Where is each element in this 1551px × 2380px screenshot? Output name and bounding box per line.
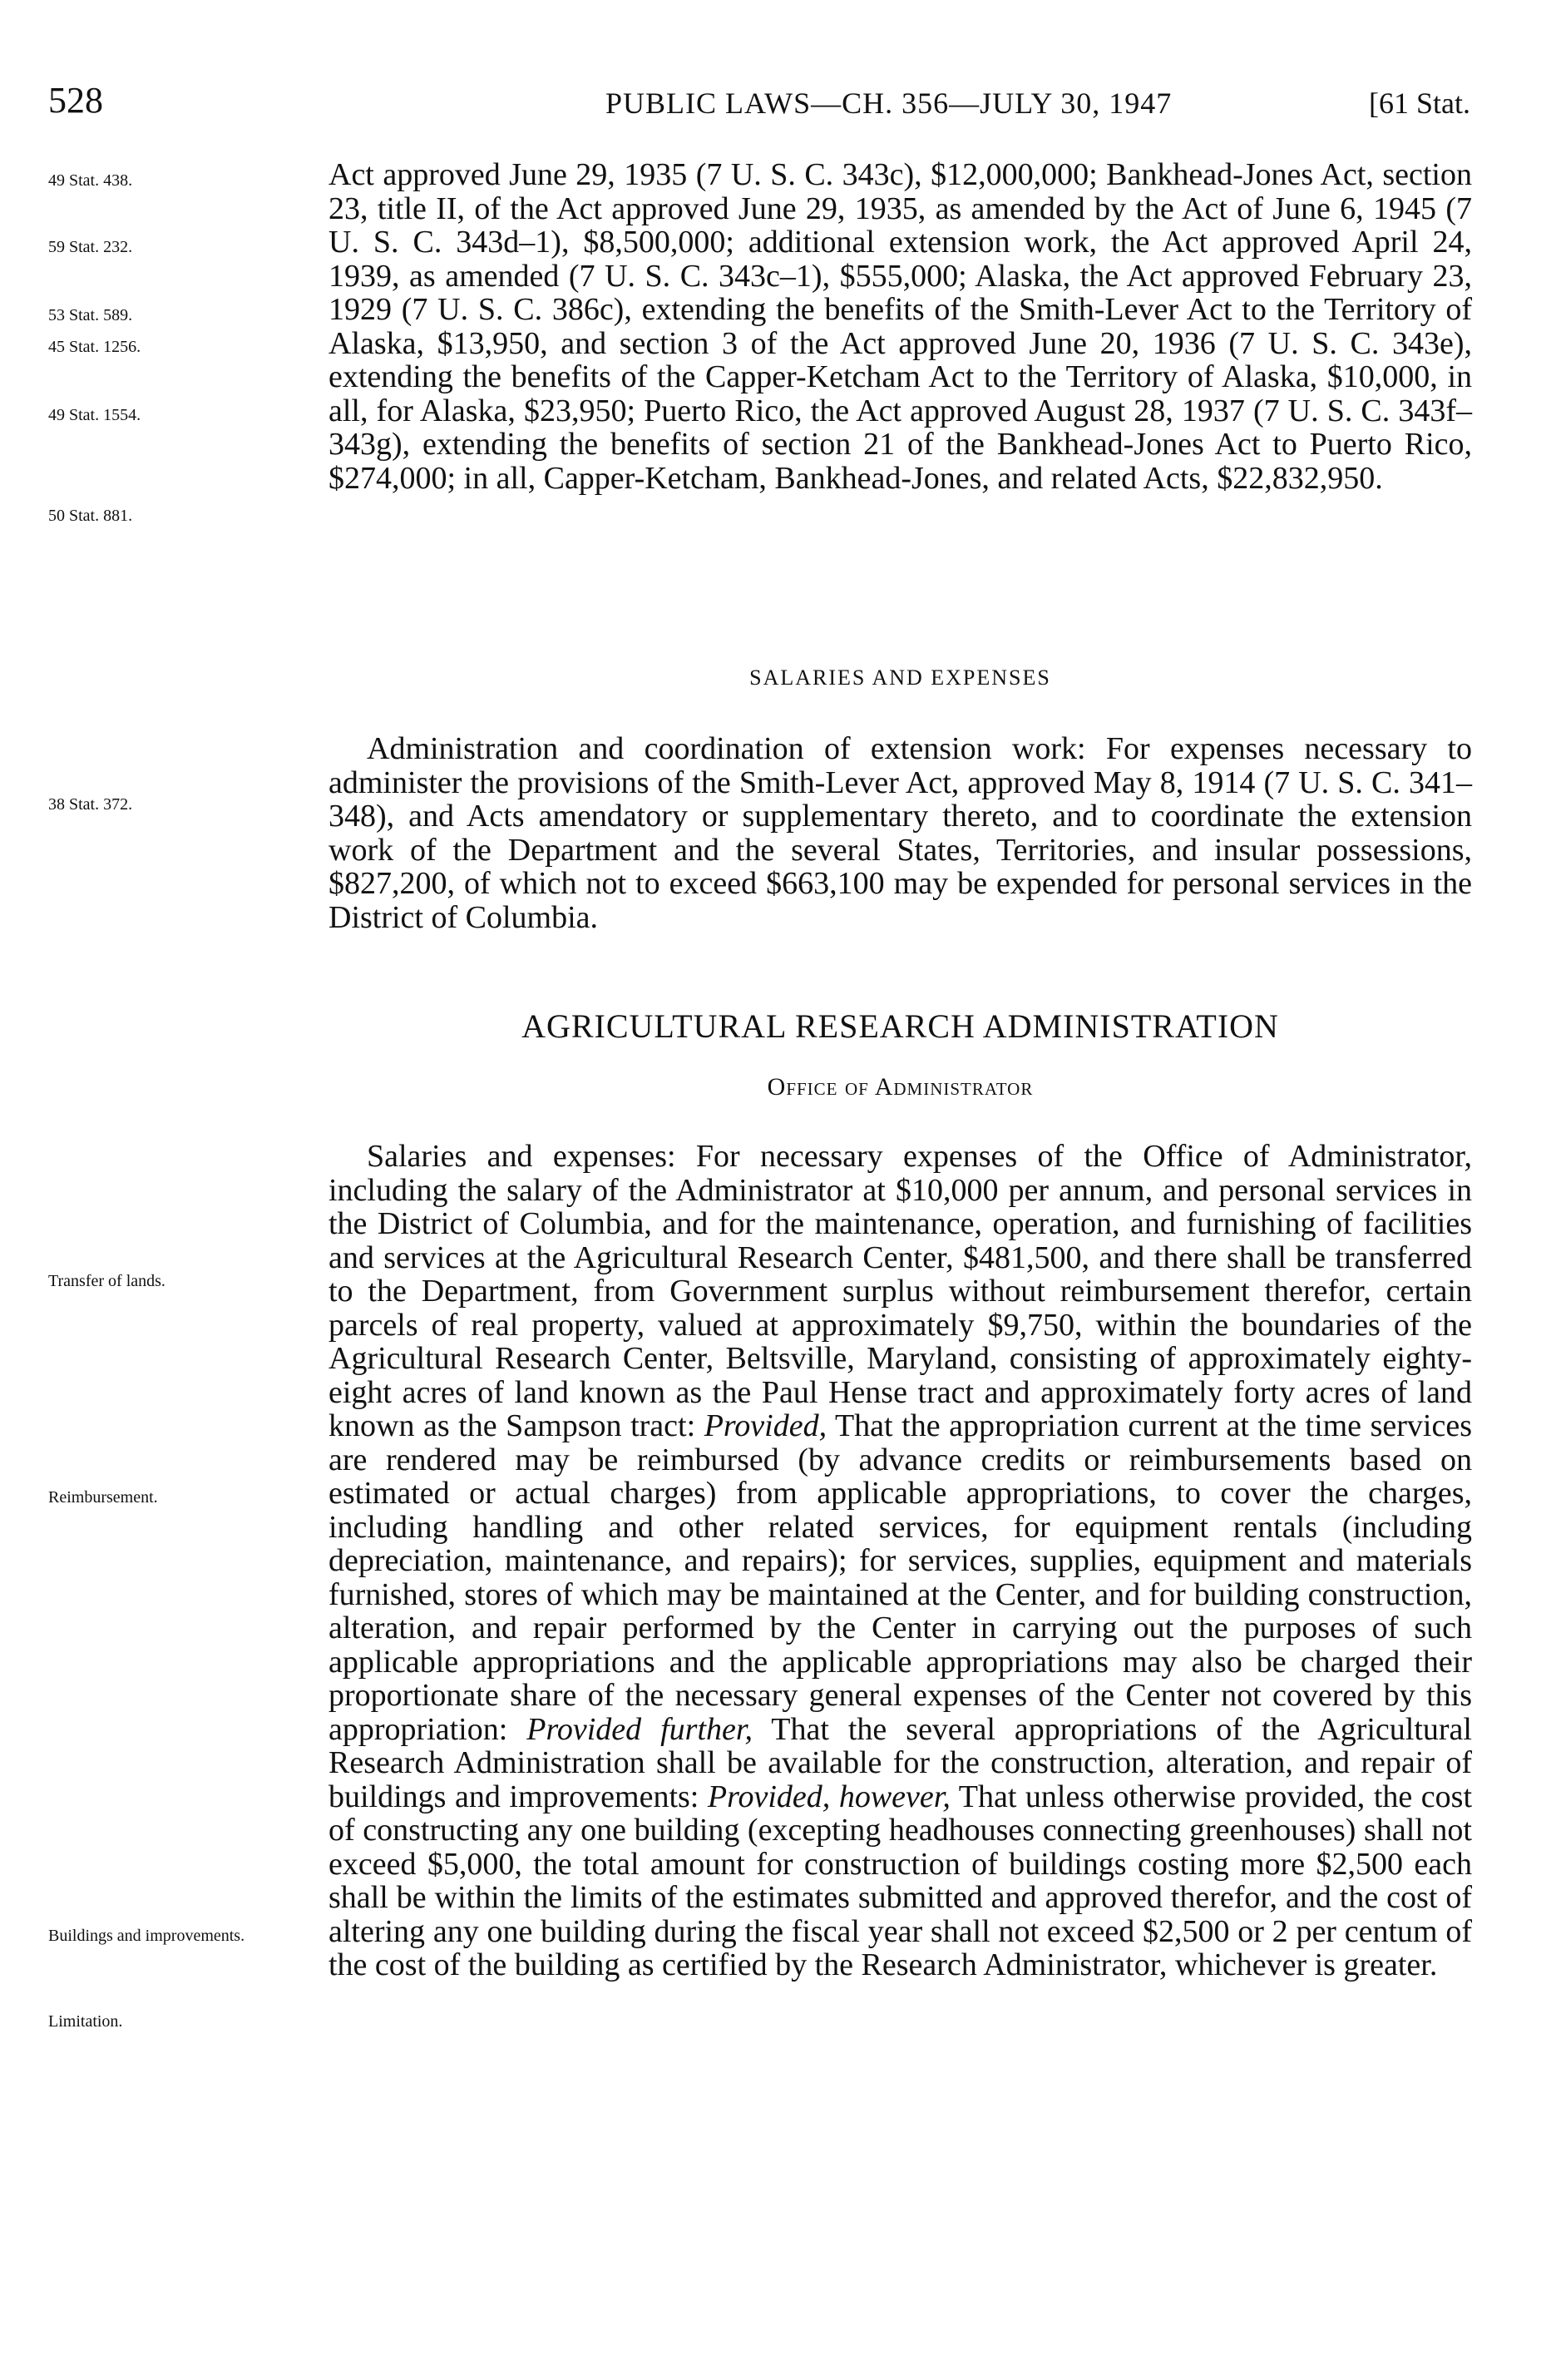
paragraph-salaries-expenses	[328, 1140, 1472, 1982]
margin-note: 49 Stat. 438.	[48, 171, 133, 190]
running-head: PUBLIC LAWS—CH. 356—JULY 30, 1947	[605, 87, 1173, 120]
provided-clause: Provided,	[704, 1408, 827, 1443]
page-header	[48, 79, 1470, 129]
margin-note: Transfer of lands.	[48, 1272, 165, 1290]
margin-note: 53 Stat. 589.	[48, 306, 133, 324]
margin-note: 45 Stat. 1256.	[48, 338, 141, 356]
statute-reference: [61 Stat.	[1369, 87, 1470, 120]
section-heading-salaries: SALARIES AND EXPENSES	[749, 666, 1051, 690]
paragraph-extension-administration: Administration and coordination of extension work: For expenses necessary to administer the provisions of the Smith-Lever Act, approved May 8, 1914 (7 U. S. C. 341–348), and Acts amendatory or supplementary thereto, and to coordinate the extension work of the Department and the several States, Territories, and insular possessions, $827,200, of which not to exceed $663,100 may be expended for personal services in the District of Columbia.	[328, 731, 1472, 935]
text-segment: That the appropriation current at the time services are rendered may be reimbursed (by advance credits or reimbursements based on estimated or actual charges) from applicable appropriations, to cover the charges, including handling and other related services, for equipment rentals (including depreciation, maintenance, and repairs); for services, supplies, equipment and materials furnished, stores of which may be maintained at the Center, and for building construction, alteration, and repair performed by the Center in carrying out the purposes of such applicable appropriations and the applicable appropriations may also be charged their proportionate share of the necessary general expenses of the Center not covered by this appropriation:	[328, 1408, 1472, 1747]
text-segment: That the several appropriations of the Agricultural Research Administration shall be available for the construction, alteration, and repair of buildings and improvements:	[328, 1711, 1472, 1814]
paragraph-appropriations: Act approved June 29, 1935 (7 U. S. C. 343c), $12,000,000; Bankhead-Jones Act, section 23, title II, of the Act approved June 29, 1935, as amended by the Act of June 6, 1945 (7 U. S. C. 343d–1), $8,500,000; additional extension work, the Act approved April 24, 1939, as amended (7 U. S. C. 343c–1), $555,000; Alaska, the Act approved February 23, 1929 (7 U. S. C. 386c), extending the benefits of the Smith-Lever Act to the Territory of Alaska, $13,950, and section 3 of the Act approved June 20, 1936 (7 U. S. C. 343e), extending the benefits of the Capper-Ketcham Act to the Territory of Alaska, $10,000, in all, for Alaska, $23,950; Puerto Rico, the Act approved August 28, 1937 (7 U. S. C. 343f–343g), extending the benefits of section 21 of the Bankhead-Jones Act to Puerto Rico, $274,000; in all, Capper-Ketcham, Bankhead-Jones, and related Acts, $22,832,950.	[328, 157, 1472, 496]
margin-note: 50 Stat. 881.	[48, 507, 133, 525]
margin-note: Reimbursement.	[48, 1488, 158, 1507]
margin-note: Buildings and improvements.	[48, 1927, 245, 1945]
text-segment: That unless otherwise provided, the cost of constructing any one building (excepting headhouses connecting greenhouses) shall not exceed $5,000, the total amount for construction of buildings costing more $2,500 each shall be within the limits of the estimates submitted and approved therefor, and the cost of altering any one building during the fiscal year shall not exceed $2,500 or 2 per centum of the cost of the building as certified by the Research Administrator, whichever is greater.	[328, 1779, 1473, 1982]
provided-clause: Provided, however,	[707, 1779, 951, 1814]
margin-note: 59 Stat. 232.	[48, 238, 133, 256]
margin-note: Limitation.	[48, 2012, 123, 2031]
margin-note: 38 Stat. 372.	[48, 795, 133, 814]
section-subheading-office-administrator: Office of Administrator	[767, 1073, 1034, 1101]
margin-note: 49 Stat. 1554.	[48, 406, 141, 424]
text-segment: Salaries and expenses: For necessary expenses of the Office of Administrator, including the salary of the Administrator at $10,000 per annum, and personal services in the District of Columbia, and for the maintenance, operation, and furnishing of facilities and services at the Agricultural Research Center, $481,500, and there shall be transferred to the Department, from Government surplus without reimbursement therefor, certain parcels of real property, valued at approximately $9,750, within the boundaries of the Agricultural Research Center, Beltsville, Maryland, consisting of approximately eighty-eight acres of land known as the Paul Hense tract and approximately forty acres of land known as the Sampson tract:	[328, 1139, 1472, 1443]
provided-clause: Provided further,	[526, 1711, 753, 1747]
page-number: 528	[48, 80, 103, 121]
section-heading-agricultural-research: AGRICULTURAL RESEARCH ADMINISTRATION	[521, 1007, 1279, 1045]
